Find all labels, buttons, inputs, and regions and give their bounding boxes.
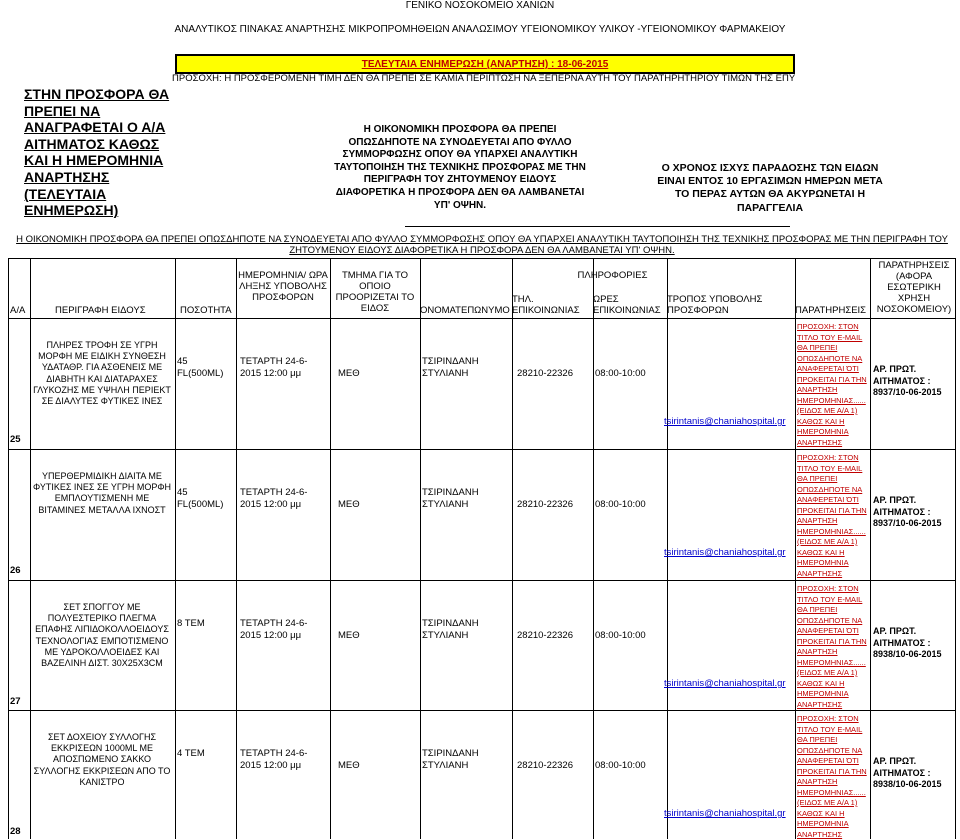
department-text: ΜΕΘ: [338, 760, 360, 771]
header-deadline: ΗΜΕΡΟΜΗΝΙΑ/ ΩΡΑ ΛΗΞΗΣ ΥΠΟΒΟΛΗΣ ΠΡΟΣΦΟΡΩΝ: [238, 270, 328, 303]
row-number: 25: [10, 434, 21, 445]
header-name: ΟΝΟΜΑΤΕΠΩΝΥΜΟ: [420, 305, 510, 316]
header-phone: ΤΗΛ. ΕΠΙΚΟΙΝΩΝΙΑΣ: [512, 294, 580, 316]
protocol-text: ΑΡ. ΠΡΩΤ. ΑΙΤΗΜΑΤΟΣ : 8937/10-06-2015: [873, 364, 942, 397]
header-hours: ΩΡΕΣ ΕΠΙΚΟΙΝΩΝΙΑΣ: [593, 294, 661, 316]
header-remarks: ΠΑΡΑΤΗΡΗΣΕΙΣ: [795, 305, 867, 316]
protocol-text: ΑΡ. ΠΡΩΤ. ΑΙΤΗΜΑΤΟΣ : 8938/10-06-2015: [873, 756, 942, 789]
grid-hline: [8, 580, 955, 581]
hours-text: 08:00-10:00: [595, 630, 646, 641]
grid-hline: [8, 710, 955, 711]
row-number: 27: [10, 696, 21, 707]
contact-name: ΤΣΙΡΙΝΔΑΝΗ ΣΤΥΛΙΑΝΗ: [422, 748, 479, 771]
item-description: ΣΕΤ ΣΠΟΓΓΟΥ ΜΕ ΠΟΛΥΕΣΤΕΡΙΚΟ ΠΛΕΓΜΑ ΕΠΑΦΗΣ ΛΙΠΙΔΟΚΟΛΛΟΕΙΔΟΥΣ ΤΕΧΝΟΛΟΓΙΑΣ ΕΜΠΟΤΙΣΜΕΝΟ ΜΕ ΥΔΡΟΚΟΛΛΟΕΙΔΕΣ ΚΑΙ ΒΑΖΕΛΙΝΗ ΔΙΣΤ. 30Χ25Χ3CM: [35, 602, 169, 669]
header-quantity: ΠΟΣΟΤΗΤΑ: [180, 305, 232, 316]
last-update-text: ΤΕΛΕΥΤΑΙΑ ΕΝΗΜΕΡΩΣΗ (ΑΝΑΡΤΗΣΗ) : 18-06-2015: [361, 59, 609, 70]
header-description: ΠΕΡΙΓΡΑΦΗ ΕΙΔΟΥΣ: [55, 305, 146, 316]
item-description: ΥΠΕΡΘΕΡΜΙΔΙΚΗ ΔΙΑΙΤΑ ΜΕ ΦΥΤΙΚΕΣ ΙΝΕΣ ΣΕ ΥΓΡΗ ΜΟΡΦΗ ΕΜΠΛΟΥΤΙΣΜΕΝΗ ΜΕ ΒΙΤΑΜΙΝΕΣ ΜΕΤΑΛΛΑ ΙΧΝΟΣΤ: [32, 471, 172, 515]
grid-vline: [512, 258, 513, 839]
phone-text: 28210-22326: [517, 499, 573, 510]
phone-text: 28210-22326: [517, 368, 573, 379]
item-description: ΣΕΤ ΔΟΧΕΙΟΥ ΣΥΛΛΟΓΗΣ ΕΚΚΡΙΣΕΩΝ 1000ML ΜΕ ΑΠΟΣΠΩΜΕΝΟ ΣΑΚΚΟ ΣΥΛΛΟΓΗΣ ΕΚΚΡΙΣΕΩΝ ΑΠΟ ΤΟ ΚΑΝΙΣΤΡΟ: [33, 732, 171, 787]
grid-vline: [795, 258, 796, 839]
department-text: ΜΕΘ: [338, 368, 360, 379]
side-note: ΣΤΗΝ ΠΡΟΣΦΟΡΑ ΘΑ ΠΡΕΠΕΙ ΝΑ ΑΝΑΓΡΑΦΕΤΑΙ Ο Α/Α ΑΙΤΗΜΑΤΟΣ ΚΑΘΩΣ ΚΑΙ Η ΗΜΕΡΟΜΗΝΙΑ ΑΝΑΡΤΗΣΗΣ (ΤΕΛΕΥΤΑΙΑ ΕΝΗΜΕΡΩΣΗ): [24, 86, 170, 219]
item-quantity: 8 TEM: [177, 618, 205, 629]
contact-name: ΤΣΙΡΙΝΔΑΝΗ ΣΤΥΛΙΑΝΗ: [422, 487, 479, 510]
grid-vline: [30, 258, 31, 839]
middle-note: Η ΟΙΚΟΝΟΜΙΚΗ ΠΡΟΣΦΟΡΑ ΘΑ ΠΡΕΠΕΙ ΟΠΩΣΔΗΠΟΤΕ ΝΑ ΣΥΝΟΔΕΥΕΤΑΙ ΑΠΟ ΦΥΛΛΟ ΣΥΜΜΟΡΦΩΣΗΣ ΟΠΟΥ ΘΑ ΥΠΑΡΧΕΙ ΑΝΑΛΥΤΙΚΗ ΤΑΥΤΟΠΟΙΗΣΗ ΤΗΣ ΤΕΧΝΙΚΗΣ ΠΡΟΣΦΟΡΑΣ ΜΕ ΤΗΝ ΠΕΡΙΓΡΑΦΗ ΤΟΥ ΖΗΤΟΥΜΕΝΟΥ ΕΙΔΟΥΣ ΔΙΑΦΟΡΕΤΙΚΑ Η ΠΡΟΣΦΟΡΑ ΔΕΝ ΘΑ ΛΑΜΒΑΝΕΤΑΙ ΥΠ' ΟΨΗΝ.: [334, 124, 586, 211]
grid-vline: [175, 258, 176, 839]
grid-vline: [420, 258, 421, 839]
contact-name: ΤΣΙΡΙΝΔΑΝΗ ΣΤΥΛΙΑΝΗ: [422, 618, 479, 641]
grid-vline: [236, 258, 237, 839]
item-quantity: 45 FL(500ML): [177, 356, 224, 379]
email-link[interactable]: tsirintanis@chaniahospital.gr: [664, 678, 786, 689]
price-warning: ΠΡΟΣΟΧΗ: Η ΠΡΟΣΦΕΡΟΜΕΝΗ ΤΙΜΗ ΔΕΝ ΘΑ ΠΡΕΠΕΙ ΣΕ ΚΑΜΙΑ ΠΕΡΙΠΤΩΣΗ ΝΑ ΞΕΠΕΡΝΑ ΑΥΤΗ ΤΟΥ ΠΑΡΑΤΗΡΗΤΗΡΙΟΥ ΤΙΜΩΝ ΤΗΣ ΕΠΥ: [172, 73, 796, 84]
row-number: 26: [10, 565, 21, 576]
hours-text: 08:00-10:00: [595, 368, 646, 379]
compliance-note: Η ΟΙΚΟΝΟΜΙΚΗ ΠΡΟΣΦΟΡΑ ΘΑ ΠΡΕΠΕΙ ΟΠΩΣΔΗΠΟΤΕ ΝΑ ΣΥΝΟΔΕΥΕΤΑΙ ΑΠΟ ΦΥΛΛΟ ΣΥΜΜΟΡΦΩΣΗΣ ΟΠΟΥ ΘΑ ΥΠΑΡΧΕΙ ΑΝΑΛΥΤΙΚΗ ΤΑΥΤΟΠΟΙΗΣΗ ΤΗΣ ΤΕΧΝΙΚΗΣ ΠΡΟΣΦΟΡΑΣ ΜΕ ΤΗΝ ΠΕΡΙΓΡΑΦΗ ΤΟΥ ΖΗΤΟΥΜΕΝΟΥ ΕΙΔΟΥΣ ΔΙΑΦΟΡΕΤΙΚΑ Η ΠΡΟΣΦΟΡΑ ΔΕΝ ΘΑ ΛΑΜΒΑΝΕΤΑΙ ΥΠ' ΟΨΗΝ.: [16, 234, 948, 256]
remark-text: ΠΡΟΣΟΧΗ: ΣΤΟΝ ΤΙΤΛΟ ΤΟΥ E-MAIL ΘΑ ΠΡΕΠΕΙ ΟΠΩΣΔΗΠΟΤΕ ΝΑ ΑΝΑΦΕΡΕΤΑΙ ΌΤΙ ΠΡΟΚΕΙΤΑΙ ΓΙΑ ΤΗΝ ΑΝΑΡΤΗΣΗ ΗΜΕΡΟΜΗΝΙΑΣ...... (ΕΙΔΟΣ ΜΕ Α/Α 1) ΚΑΘΩΣ ΚΑΙ Η ΗΜΕΡΟΜΗΝΙΑ ΑΝΑΡΤΗΣΗΣ: [797, 714, 867, 839]
phone-text: 28210-22326: [517, 630, 573, 641]
row-number: 28: [10, 826, 21, 837]
email-link[interactable]: tsirintanis@chaniahospital.gr: [664, 547, 786, 558]
last-update-banner: [175, 54, 795, 74]
grid-vline: [593, 258, 594, 839]
remark-text: ΠΡΟΣΟΧΗ: ΣΤΟΝ ΤΙΤΛΟ ΤΟΥ E-MAIL ΘΑ ΠΡΕΠΕΙ ΟΠΩΣΔΗΠΟΤΕ ΝΑ ΑΝΑΦΕΡΕΤΑΙ ΌΤΙ ΠΡΟΚΕΙΤΑΙ ΓΙΑ ΤΗΝ ΑΝΑΡΤΗΣΗ ΗΜΕΡΟΜΗΝΙΑΣ...... (ΕΙΔΟΣ ΜΕ Α/Α 1) ΚΑΘΩΣ ΚΑΙ Η ΗΜΕΡΟΜΗΝΙΑ ΑΝΑΡΤΗΣΗΣ: [797, 453, 867, 578]
remark-text: ΠΡΟΣΟΧΗ: ΣΤΟΝ ΤΙΤΛΟ ΤΟΥ E-MAIL ΘΑ ΠΡΕΠΕΙ ΟΠΩΣΔΗΠΟΤΕ ΝΑ ΑΝΑΦΕΡΕΤΑΙ ΌΤΙ ΠΡΟΚΕΙΤΑΙ ΓΙΑ ΤΗΝ ΑΝΑΡΤΗΣΗ ΗΜΕΡΟΜΗΝΙΑΣ...... (ΕΙΔΟΣ ΜΕ Α/Α 1) ΚΑΘΩΣ ΚΑΙ Η ΗΜΕΡΟΜΗΝΙΑ ΑΝΑΡΤΗΣΗΣ: [797, 322, 867, 447]
grid-hline: [8, 258, 955, 259]
remark-text: ΠΡΟΣΟΧΗ: ΣΤΟΝ ΤΙΤΛΟ ΤΟΥ E-MAIL ΘΑ ΠΡΕΠΕΙ ΟΠΩΣΔΗΠΟΤΕ ΝΑ ΑΝΑΦΕΡΕΤΑΙ ΌΤΙ ΠΡΟΚΕΙΤΑΙ ΓΙΑ ΤΗΝ ΑΝΑΡΤΗΣΗ ΗΜΕΡΟΜΗΝΙΑΣ...... (ΕΙΔΟΣ ΜΕ Α/Α 1) ΚΑΘΩΣ ΚΑΙ Η ΗΜΕΡΟΜΗΝΙΑ ΑΝΑΡΤΗΣΗΣ: [797, 584, 867, 709]
email-link[interactable]: tsirintanis@chaniahospital.gr: [664, 416, 786, 427]
hours-text: 08:00-10:00: [595, 499, 646, 510]
grid-hline: [8, 318, 955, 319]
item-quantity: 45 FL(500ML): [177, 487, 224, 510]
header-department: ΤΜΗΜΑ ΓΙΑ ΤΟ ΟΠΟΙΟ ΠΡΟΟΡΙΖΕΤΑΙ ΤΟ ΕΙΔΟΣ: [335, 270, 415, 314]
deadline-text: ΤΕΤΑΡΤΗ 24-6-2015 12:00 μμ: [240, 748, 308, 771]
grid-hline: [8, 449, 955, 450]
header-aa: Α/Α: [10, 305, 26, 316]
contact-name: ΤΣΙΡΙΝΔΑΝΗ ΣΤΥΛΙΑΝΗ: [422, 356, 479, 379]
deadline-text: ΤΕΤΑΡΤΗ 24-6-2015 12:00 μμ: [240, 487, 308, 510]
header-submission: ΤΡΟΠΟΣ ΥΠΟΒΟΛΗΣ ΠΡΟΣΦΟΡΩΝ: [667, 294, 763, 316]
department-text: ΜΕΘ: [338, 630, 360, 641]
phone-text: 28210-22326: [517, 760, 573, 771]
grid-vline: [955, 258, 956, 839]
item-description: ΠΛΗΡΕΣ ΤΡΟΦΗ ΣΕ ΥΓΡΗ ΜΟΡΦΗ ΜΕ ΕΙΔΙΚΗ ΣΥΝΘΕΣΗ ΥΔΑΤΑΘΡ. ΓΙΑ ΑΣΘΕΝΕΙΣ ΜΕ ΔΙΑΒΗΤΗ ΚΑΙ ΔΙΑΤΑΡΑΧΕΣ ΓΛΥΚΟΖΗΣ ΜΕ ΥΨΗΛΗ ΠΕΡΙΕΚΤ ΣΕ ΔΙΑΛΥΤΕΣ ΦΥΤΙΚΕΣ ΙΝΕΣ: [33, 340, 171, 407]
item-quantity: 4 TEM: [177, 748, 205, 759]
deadline-text: ΤΕΤΑΡΤΗ 24-6-2015 12:00 μμ: [240, 618, 308, 641]
header-internal: ΠΑΡΑΤΗΡΗΣΕΙΣ (ΑΦΟΡΑ ΕΣΩΤΕΡΙΚΗ ΧΡΗΣΗ ΝΟΣΟΚΟΜΕΙΟΥ): [876, 260, 952, 315]
grid-vline: [870, 258, 871, 839]
grid-vline: [8, 258, 9, 839]
department-text: ΜΕΘ: [338, 499, 360, 510]
protocol-text: ΑΡ. ΠΡΩΤ. ΑΙΤΗΜΑΤΟΣ : 8938/10-06-2015: [873, 626, 942, 659]
email-link[interactable]: tsirintanis@chaniahospital.gr: [664, 808, 786, 819]
grid-vline: [330, 258, 331, 839]
hospital-title: ΓΕΝΙΚΟ ΝΟΣΟΚΟΜΕΙΟ ΧΑΝΙΩΝ: [405, 0, 555, 11]
divider: [405, 226, 790, 227]
table-title: ΑΝΑΛΥΤΙΚΟΣ ΠΙΝΑΚΑΣ ΑΝΑΡΤΗΣΗΣ ΜΙΚΡΟΠΡΟΜΗΘΕΙΩΝ ΑΝΑΛΩΣΙΜΟΥ ΥΓΕΙΟΝΟΜΙΚΟΥ ΥΛΙΚΟΥ -ΥΓΕΙΟΝΟΜΙΚΟΥ ΦΑΡΜΑΚΕΙΟΥ: [174, 24, 786, 35]
validity-note: Ο ΧΡΟΝΟΣ ΙΣΧΥΣ ΠΑΡΑΔΟΣΗΣ ΤΩΝ ΕΙΔΩΝ ΕΙΝΑΙ ΕΝΤΟΣ 10 ΕΡΓΑΣΙΜΩΝ ΗΜΕΡΩΝ ΜΕΤΑ ΤΟ ΠΕΡΑΣ ΑΥΤΩΝ ΘΑ ΑΚΥΡΩΝΕΤΑΙ Η ΠΑΡΑΓΓΕΛΙΑ: [657, 162, 883, 214]
protocol-text: ΑΡ. ΠΡΩΤ. ΑΙΤΗΜΑΤΟΣ : 8937/10-06-2015: [873, 495, 942, 528]
hours-text: 08:00-10:00: [595, 760, 646, 771]
header-info-group: ΠΛΗΡΟΦΟΡΙΕΣ: [577, 270, 648, 281]
deadline-text: ΤΕΤΑΡΤΗ 24-6-2015 12:00 μμ: [240, 356, 308, 379]
